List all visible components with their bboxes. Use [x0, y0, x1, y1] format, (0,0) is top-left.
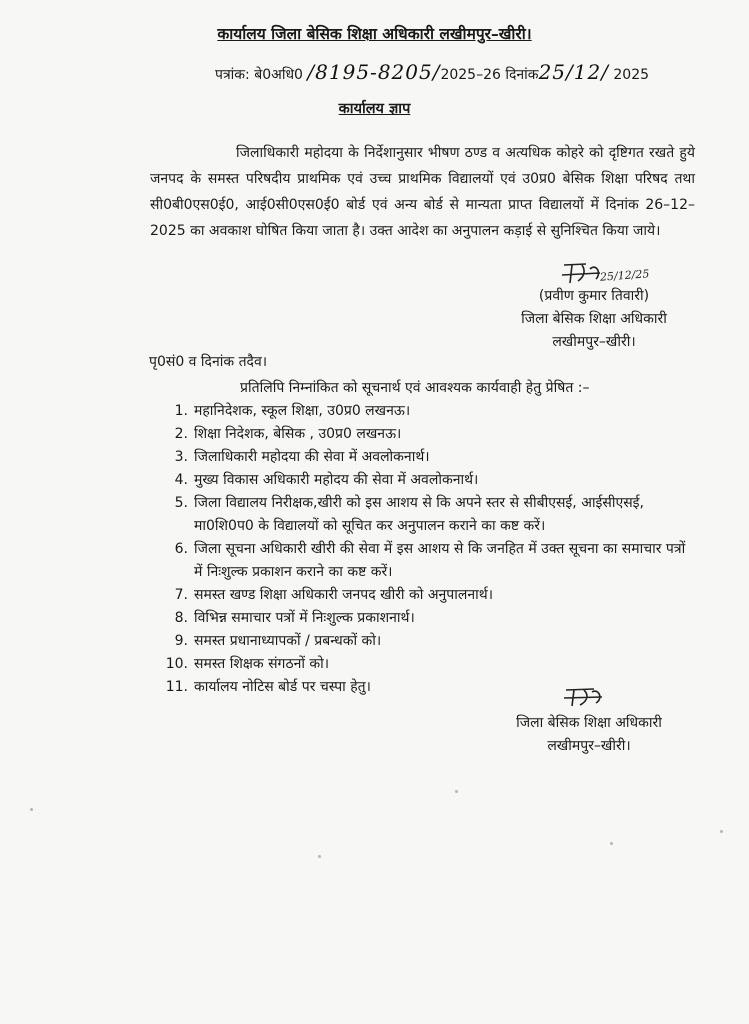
- reference-line: [215, 60, 649, 84]
- reference-date: 25/12/: [538, 60, 609, 84]
- paper-speck: [455, 790, 458, 793]
- memo-body-text: जिलाधिकारी महोदया के निर्देशानुसार भीषण ठण्ड व अत्यधिक कोहरे को दृष्टिगत रखते हुये जनपद के समस्त परिषदीय प्राथमिक एवं उच्च प्राथमिक विद्यालयों एवं उ0प्र0 बेसिक शिक्षा परिषद तथा सी0बी0एस0ई0, आई0सी0एस0ई0 बोर्ड एवं अन्य बोर्ड से मान्यता प्राप्त विद्यालयों में दिनांक 26–12–2025 का अवकाश घोषित किया जाता है। उक्त आदेश का अनुपालन कड़ाई से सुनिश्चित किया जाये।: [150, 145, 695, 239]
- copy-list-item: 8. विभिन्न समाचार पत्रों में निःशुल्क प्रकाशनार्थ।: [174, 610, 415, 626]
- office-designation: जिला बेसिक शिक्षा अधिकारी: [516, 715, 662, 731]
- signature-date-note: 25/12/25: [599, 267, 650, 284]
- officer-location: लखीमपुर–खीरी।: [552, 334, 636, 350]
- paper-speck: [720, 830, 723, 833]
- reference-number: /8195-8205/: [307, 60, 441, 84]
- copy-list: [150, 400, 698, 699]
- copy-list-item: 7. समस्त खण्ड शिक्षा अधिकारी जनपद खीरी को अनुपालनार्थ।: [174, 587, 494, 603]
- office-location: लखीमपुर–खीरी।: [547, 738, 631, 754]
- signature-block-officer: [504, 267, 684, 354]
- copy-intro: प्रतिलिपि निम्नांकित को सूचनार्थ एवं आवश्यक कार्यवाही हेतु प्रेषित :–: [240, 380, 590, 396]
- copy-list-item: 6. जिला सूचना अधिकारी खीरी की सेवा में इस आशय से कि जनहित में उक्त सूचना का समाचार पत्रों में निःशुल्क प्रकाशन कराने का कष्ट करें।: [174, 541, 686, 580]
- copy-list-item: 10. समस्त शिक्षक संगठनों को।: [165, 656, 330, 672]
- paper-speck: [610, 842, 613, 845]
- paper-speck: [30, 808, 33, 811]
- copy-list-item: 3. जिलाधिकारी महोदया की सेवा में अवलोकनार्थ।: [174, 449, 430, 465]
- memo-title: कार्यालय ज्ञाप: [338, 101, 411, 117]
- copy-list-item: 2. शिक्षा निदेशक, बेसिक , उ0प्र0 लखनऊ।: [174, 426, 402, 442]
- memo-body: [150, 140, 695, 244]
- paper-speck: [318, 855, 321, 858]
- signature-block-office: [484, 688, 694, 758]
- reference-session: 2025–26 दिनांक: [440, 67, 539, 83]
- signature-scribble: [560, 684, 640, 712]
- officer-designation: जिला बेसिक शिक्षा अधिकारी: [521, 311, 667, 327]
- officer-name: (प्रवीण कुमार तिवारी): [538, 288, 650, 304]
- copy-list-item: 1. महानिदेशक, स्कूल शिक्षा, उ0प्र0 लखनऊ।: [174, 403, 411, 419]
- copy-list-item: 9. समस्त प्रधानाध्यापकों / प्रबन्धकों को।: [174, 633, 382, 649]
- reference-prefix: पत्रांक: बे0अधि0: [215, 67, 303, 83]
- reference-year: 2025: [613, 67, 650, 83]
- copy-list-item: 11. कार्यालय नोटिस बोर्ड पर चस्पा हेतु।: [165, 679, 371, 695]
- copy-list-item: 5. जिला विद्यालय निरीक्षक,खीरी को इस आशय से कि अपने स्तर से सीबीएसई, आईसीएसई, मा0शि0प0 के विद्यालयों को सूचित कर अनुपालन कराने का कष्ट करें।: [174, 495, 645, 534]
- copy-list-item: 4. मुख्य विकास अधिकारी महोदय की सेवा में अवलोकनार्थ।: [174, 472, 479, 488]
- office-header: कार्यालय जिला बेसिक शिक्षा अधिकारी लखीमपुर–खीरी।: [217, 25, 532, 43]
- copy-reference: पृ0सं0 व दिनांक तदैव।: [149, 354, 268, 370]
